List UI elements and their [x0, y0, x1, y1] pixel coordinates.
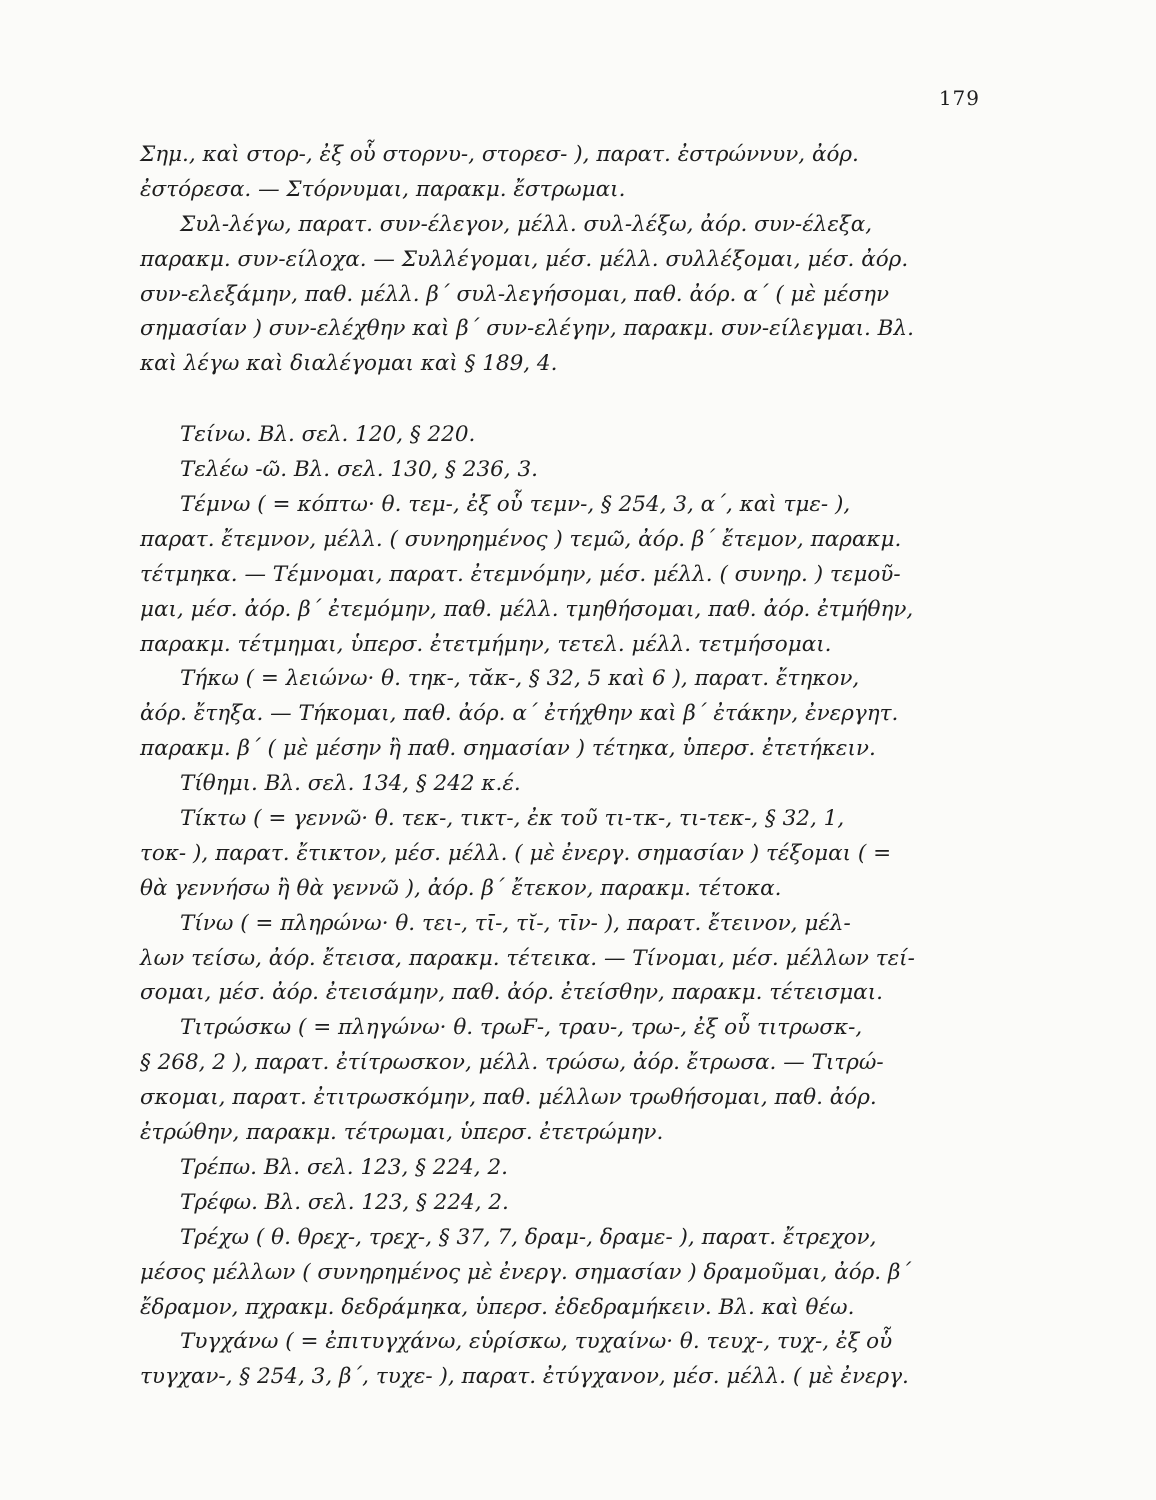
text-line: συν-ελεξάμην, παθ. μέλλ. β΄ συλ-λεγήσομαι, παθ. ἀόρ. α΄ ( μὲ μέσην — [140, 281, 890, 307]
text-line: μαι, μέσ. ἀόρ. β΄ ἐτεμόμην, παθ. μέλλ. τμηθήσομαι, παθ. ἀόρ. ἐτμήθην, — [140, 596, 914, 622]
text-line: παρακμ. τέτμημαι, ὑπερσ. ἐτετμήμην, τετελ. μέλλ. τετμήσομαι. — [140, 631, 832, 657]
dictionary-text — [140, 138, 988, 1395]
text-line: § 268, 2 ), παρατ. ἐτίτρωσκον, μέλλ. τρώσω, ἀόρ. ἔτρωσα. — Τιτρώ- — [140, 1050, 884, 1076]
text-line: Τρέφω. Βλ. σελ. 123, § 224, 2. — [180, 1189, 509, 1215]
text-line: Τείνω. Βλ. σελ. 120, § 220. — [180, 422, 476, 448]
text-line: Συλ-λέγω, παρατ. συν-έλεγον, μέλλ. συλ-λέξω, ἀόρ. συν-έλεξα, — [180, 211, 873, 237]
text-line: λων τείσω, ἀόρ. ἔτεισα, παρακμ. τέτεικα. — Τίνομαι, μέσ. μέλλων τεί- — [140, 945, 915, 971]
text-line: Τελέω -ῶ. Βλ. σελ. 130, § 236, 3. — [180, 457, 538, 483]
text-line: Σημ., καὶ στορ-, ἐξ οὗ στορνυ-, στορεσ- ), παρατ. ἐστρώννυν, ἀόρ. — [140, 142, 859, 167]
text-line: παρακμ. β΄ ( μὲ μέσην ἢ παθ. σημασίαν ) τέτηκα, ὑπερσ. ἐτετήκειν. — [140, 736, 876, 762]
text-line: ἔδραμον, πχρακμ. δεδράμηκα, ὑπερσ. ἐδεδραμήκειν. Βλ. καὶ θέω. — [140, 1294, 855, 1320]
text-line: σημασίαν ) συν-ελέχθην καὶ β΄ συν-ελέγην, παρακμ. συν-είλεγμαι. Βλ. — [140, 316, 914, 342]
text-line: Τιτρώσκω ( = πληγώνω· θ. τρωϜ-, τραυ-, τρω-, ἐξ οὗ τιτρωσκ-, — [180, 1015, 863, 1041]
text-line: Τίθημι. Βλ. σελ. 134, § 242 κ.έ. — [180, 771, 521, 797]
text-line: τοκ- ), παρατ. ἔτικτον, μέσ. μέλλ. ( μὲ ἐνεργ. σημασίαν ) τέξομαι ( = — [140, 840, 892, 866]
text-line: ἀόρ. ἔτηξα. — Τήκομαι, παθ. ἀόρ. α΄ ἐτήχθην καὶ β΄ ἐτάκην, ἐνεργητ. — [140, 701, 899, 727]
paragraph-gap — [140, 382, 988, 418]
text-line: Τήκω ( = λειώνω· θ. τηκ-, τᾰκ-, § 32, 5 καὶ 6 ), παρατ. ἔτηκον, — [180, 666, 860, 692]
text-line: τέτμηκα. — Τέμνομαι, παρατ. ἐτεμνόμην, μέσ. μέλλ. ( συνηρ. ) τεμοῦ- — [140, 561, 901, 587]
text-line: τυγχαν-, § 254, 3, β΄, τυχε- ), παρατ. ἐτύγχανον, μέσ. μέλλ. ( μὲ ἐνεργ. — [140, 1364, 909, 1390]
text-line: καὶ λέγω καὶ διαλέγομαι καὶ § 189, 4. — [140, 351, 558, 377]
text-line: Τυγχάνω ( = ἐπιτυγχάνω, εὑρίσκω, τυχαίνω· θ. τευχ-, τυχ-, ἐξ οὗ — [180, 1329, 893, 1355]
text-line: μέσος μέλλων ( συνηρημένος μὲ ἐνεργ. σημασίαν ) δραμοῦμαι, ἀόρ. β΄ — [140, 1259, 912, 1285]
text-line: Τίκτω ( = γεννῶ· θ. τεκ-, τικτ-, ἐκ τοῦ τι-τκ-, τι-τεκ-, § 32, 1, — [180, 806, 845, 832]
page-number: 179 — [938, 86, 980, 110]
text-line: παρακμ. συν-είλοχα. — Συλλέγομαι, μέσ. μέλλ. συλλέξομαι, μέσ. ἀόρ. — [140, 246, 909, 272]
text-line: Τρέπω. Βλ. σελ. 123, § 224, 2. — [180, 1154, 508, 1180]
text-line: Τίνω ( = πληρώνω· θ. τει-, τῑ-, τῐ-, τῑν- ), παρατ. ἔτεινον, μέλ- — [180, 910, 851, 936]
text-line: παρατ. ἔτεμνον, μέλλ. ( συνηρημένος ) τεμῶ, ἀόρ. β΄ ἔτεμον, παρακμ. — [140, 526, 902, 552]
text-line: σομαι, μέσ. ἀόρ. ἐτεισάμην, παθ. ἀόρ. ἐτείσθην, παρακμ. τέτεισμαι. — [140, 980, 883, 1006]
text-line: σκομαι, παρατ. ἐτιτρωσκόμην, παθ. μέλλων τρωθήσομαι, παθ. ἀόρ. — [140, 1085, 877, 1111]
text-line: ἐτρώθην, παρακμ. τέτρωμαι, ὑπερσ. ἐτετρώμην. — [140, 1120, 664, 1146]
text-line: Τέμνω ( = κόπτω· θ. τεμ-, ἐξ οὗ τεμν-, § 254, 3, α΄, καὶ τμε- ), — [180, 492, 851, 518]
text-line: θὰ γεννήσω ἢ θὰ γεννῶ ), ἀόρ. β΄ ἔτεκον, παρακμ. τέτοκα. — [140, 875, 782, 901]
text-line: ἐστόρεσα. — Στόρνυμαι, παρακμ. ἔστρωμαι. — [140, 176, 626, 202]
text-line: Τρέχω ( θ. θρεχ-, τρεχ-, § 37, 7, δραμ-, δραμε- ), παρατ. ἔτρεχον, — [180, 1224, 877, 1250]
